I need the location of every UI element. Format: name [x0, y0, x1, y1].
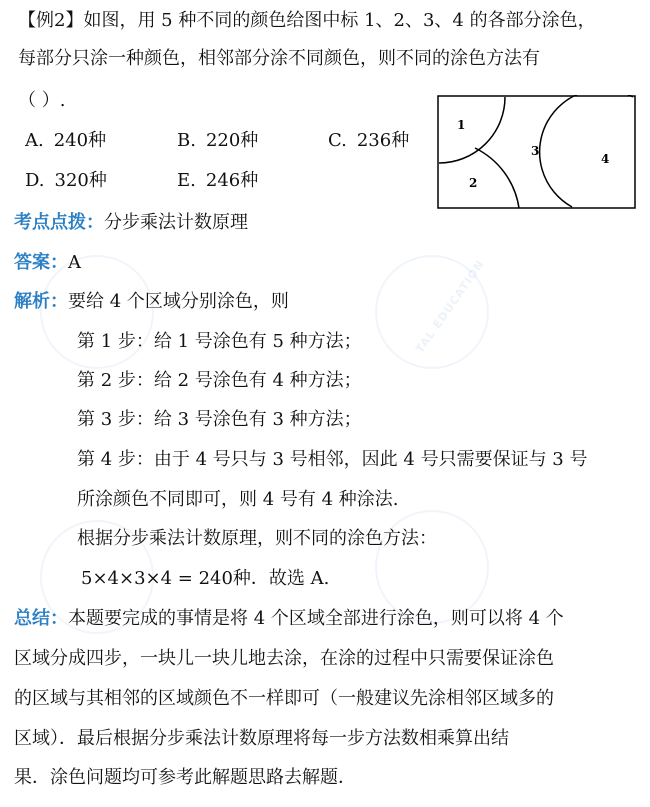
answer-line	[14, 250, 81, 276]
summary-text-1: 本题要完成的事情是将 4 个区域全部进行涂色，则可以将 4 个	[68, 608, 564, 629]
question-line-1	[18, 8, 596, 34]
key-point-line	[14, 210, 248, 236]
answer-text: A	[68, 252, 81, 273]
summary-line-1	[14, 606, 564, 632]
region-label-4: 4	[601, 152, 610, 166]
analysis-conclusion-2: 5×4×3×4 = 240种．故选 A.	[81, 568, 330, 589]
key-point-label: 考点点拨：	[14, 212, 104, 233]
summary-line-4: 区域）．最后根据分步乘法计数原理将每一步方法数相乘算出结	[14, 728, 509, 749]
analysis-step-2: 第 2 步：给 2 号涂色有 4 种方法；	[77, 370, 362, 391]
summary-line-2: 区域分成四步，一块儿一块儿地去涂，在涂的过程中只需要保证涂色	[14, 648, 554, 669]
question-tag: 【例2】	[18, 10, 84, 31]
arc-region-4	[540, 95, 633, 207]
region-label-3: 3	[531, 144, 540, 158]
summary-label: 总结：	[14, 608, 68, 629]
analysis-step-4: 第 4 步：由于 4 号只与 3 号相邻，因此 4 号只需要保证与 3 号	[77, 449, 588, 470]
answer-label: 答案：	[14, 252, 68, 273]
option-e: E. 246种	[177, 170, 259, 191]
analysis-intro: 要给 4 个区域分别涂色，则	[68, 291, 289, 312]
summary-line-5: 果．涂色问题均可参考此解题思路去解题．	[14, 767, 356, 788]
region-label-2: 2	[469, 176, 478, 190]
analysis-label: 解析：	[14, 291, 68, 312]
summary-line-3: 的区域与其相邻的区域颜色不一样即可（一般建议先涂相邻区域多的	[14, 688, 554, 709]
question-line-3: （ ）.	[18, 90, 66, 111]
question-line-2: 每部分只涂一种颜色，相邻部分涂不同颜色，则不同的涂色方法有	[18, 48, 540, 69]
region-label-1: 1	[457, 118, 466, 132]
analysis-step-1: 第 1 步：给 1 号涂色有 5 种方法；	[77, 331, 362, 352]
option-a: A. 240种	[25, 130, 107, 151]
watermark-text: TAL EDUCATION	[413, 257, 488, 356]
option-b: B. 220种	[177, 130, 259, 151]
arc-region-2	[475, 148, 519, 208]
analysis-step-3: 第 3 步：给 3 号涂色有 3 种方法；	[77, 409, 362, 430]
question-text-1: 如图，用 5 种不同的颜色给图中标 1、2、3、4 的各部分涂色，	[83, 10, 596, 31]
arc-region-1	[439, 97, 505, 163]
key-point-text: 分步乘法计数原理	[104, 212, 248, 233]
analysis-step-4-cont: 所涂颜色不同即可，则 4 号有 4 种涂法.	[77, 489, 399, 510]
option-c: C. 236种	[328, 130, 410, 151]
analysis-conclusion-1: 根据分步乘法计数原理，则不同的涂色方法：	[77, 528, 437, 549]
region-figure	[437, 95, 637, 211]
analysis-line	[14, 289, 289, 315]
option-d: D. 320种	[25, 170, 107, 191]
